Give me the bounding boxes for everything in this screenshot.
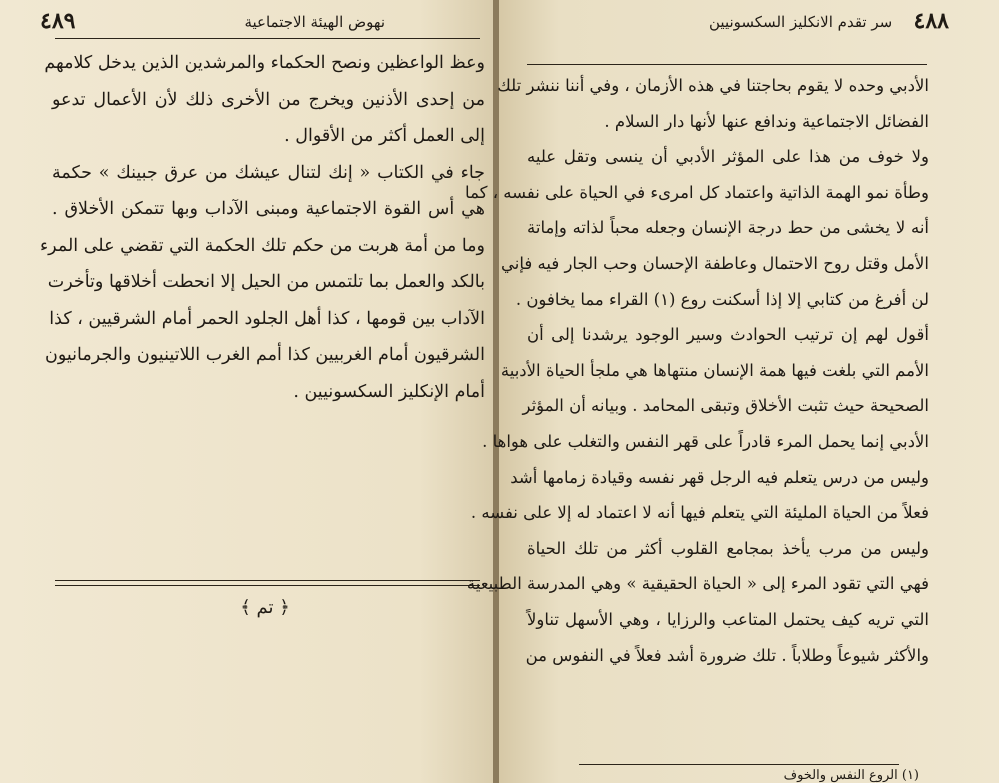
running-title: نهوض الهيئة الاجتماعية: [244, 13, 385, 31]
text-line: ولا خوف من هذا على المؤثر الأدبي أن ينسى وتقل عليه: [527, 147, 929, 167]
footnote: (١) الروع النفس والخوف: [783, 768, 919, 783]
header-rule: [527, 64, 927, 65]
text-line: التي تريه كيف يحتمل المتاعب والرزايا ، وهي الأسهل تناولاً: [527, 609, 929, 629]
text-line: الأدبي وحده لا يقوم بحاجتنا في هذه الأزمان ، وفي أننا ننشر تلك: [497, 76, 929, 95]
page-number: ٤٨٩: [40, 8, 76, 34]
end-rule-thin: [55, 585, 480, 586]
text-line: فهي التي تقود المرء إلى « الحياة الحقيقية » وهي المدرسة الطبيعية: [466, 574, 929, 594]
running-title: سر تقدم الانكليز السكسونيين: [709, 13, 893, 31]
page-number: ٤٨٨: [913, 8, 949, 34]
text-line: والأكثر شيوعاً وطلاباً . تلك ضرورة أشد فعلاً في النفوس من: [525, 645, 929, 665]
text-line: وطأة نمو الهمة الذاتية واعتماد كل امرىء في الحياة على نفسه ، كما: [465, 182, 929, 202]
left-page-header: [40, 8, 465, 34]
left-page: [0, 0, 493, 783]
text-line: الأدبي إنما يحمل المرء قادراً على قهر النفس والتغلب على هواها .: [482, 431, 929, 451]
body-text: [465, 68, 929, 673]
text-line: وليس من درس يتعلم فيه الرجل قهر نفسه وقيادة زمامها أشد: [510, 467, 929, 487]
text-line: أمام الإنكليز السكسونيين .: [293, 381, 485, 402]
text-line: فعلاً من الحياة المليئة التي يتعلم فيها أنه لا اعتماد له إلا على نفسه .: [470, 503, 929, 523]
text-line: أقول لهم إن ترتيب الحوادث وسير الوجود يرشدنا إلى أن: [527, 325, 929, 345]
text-line: الأمم التي بلغت فيها همة الإنسان منتهاها هي ملجأ الحياة الأدبية: [500, 360, 929, 380]
text-line: الشرقيون أمام الغربيين كذا أمم الغرب اللاتينيون والجرمانيون: [44, 345, 485, 365]
end-mark: ﴿ تم ﴾: [240, 597, 290, 618]
text-line: من إحدى الأذنين ويخرج من الأخرى ذلك لأن الأعمال تدعو: [52, 89, 485, 110]
right-page: [465, 0, 999, 783]
text-line: الآداب بين قومها ، كذا أهل الجلود الحمر أمام الشرقيين ، كذا: [49, 308, 485, 329]
right-page-header: [559, 8, 949, 34]
body-text: [39, 45, 485, 410]
text-line: جاء في الكتاب « إنك لتنال عيشك من عرق جبينك » حكمة: [52, 162, 485, 183]
footnote-rule: [579, 764, 899, 765]
text-line: لن أفرغ من كتابي إلا إذا أسكنت روع (١) القراء مما يخافون .: [515, 289, 929, 309]
text-line: وما من أمة هربت من حكم تلك الحكمة التي تقضي على المرء: [39, 235, 485, 256]
text-line: وعظ الواعظين ونصح الحكماء والمرشدين الذين يدخل كلامهم: [44, 53, 485, 73]
text-line: وليس من مرب يأخذ بمجامع القلوب أكثر من تلك الحياة: [527, 538, 929, 558]
header-rule: [55, 38, 480, 39]
text-line: الأمل وقتل روح الاحتمال وعاطفة الإحسان وحب الجار فيه فإني: [500, 253, 929, 273]
text-line: إلى العمل أكثر من الأقوال .: [284, 126, 485, 146]
text-line: الصحيحة حيث تثبت الأخلاق وتبقى المحامد . وبيانه أن المؤثر: [522, 396, 929, 416]
text-line: هي أس القوة الاجتماعية ومبنى الآداب وبها تتمكن الأخلاق .: [52, 199, 485, 219]
text-line: بالكد والعمل بما تلتمس من الحيل إلا انحطت أخلاقها وتأخرت: [47, 272, 485, 292]
end-rule: [55, 580, 480, 581]
text-line: الفضائل الاجتماعية وندافع عنها لأنها دار السلام .: [604, 111, 929, 131]
text-line: أنه لا يخشى من حط درجة الإنسان وجعله محباً لذاته وإماتة: [527, 218, 929, 238]
